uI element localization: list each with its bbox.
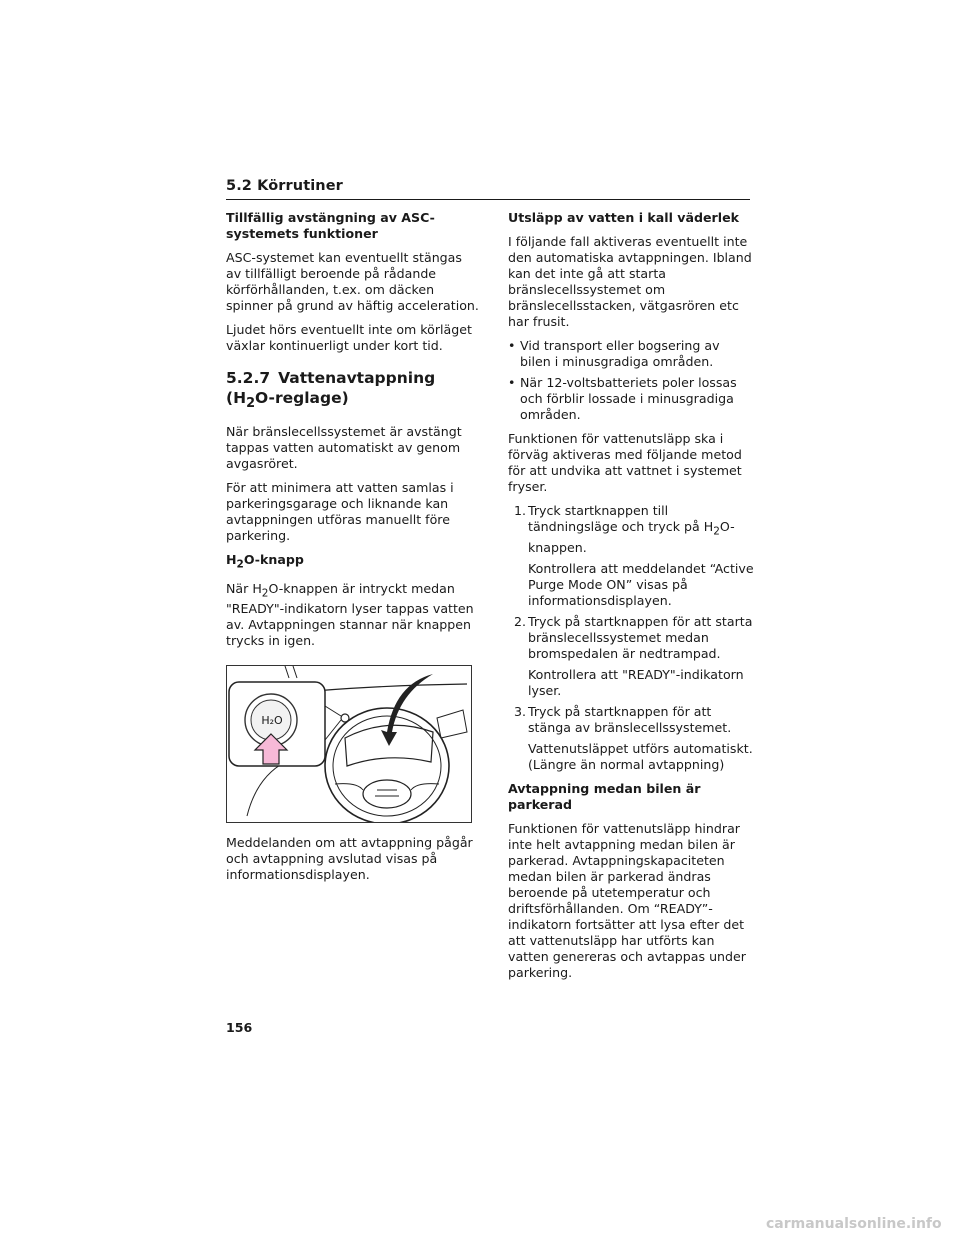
step-number: 3. <box>514 703 527 719</box>
bullet-item: • När 12-voltsbatteriets poler lossas och förblir lossade i minusgradiga områden. <box>508 375 754 423</box>
step-text-pre: Tryck startknappen till tändningsläge och tryck på H <box>528 503 714 534</box>
figure-caption: Meddelanden om att avtappning pågår och avtappning avslutad visas på informationsdisplayen. <box>226 835 473 883</box>
page-number: 156 <box>226 1020 253 1035</box>
h2o-paragraph-pre: När H <box>226 580 262 596</box>
step-note: Vattenutsläppet utförs automatiskt. (Längre än normal avtappning) <box>528 740 753 772</box>
h2o-title-post: O-knapp <box>243 552 304 568</box>
dashboard-drawing <box>227 666 471 822</box>
step-item <box>508 704 754 773</box>
cold-weather-title: Utsläpp av vatten i kall väderlek <box>508 210 740 225</box>
h2o-paragraph-post: O-knappen är intryckt medan "READY"-indikatorn lyser tappas vatten av. Avtappningen stannar när knappen trycks in igen. <box>226 580 474 649</box>
main-heading-number: 5.2.7 <box>226 369 271 387</box>
step-text: Tryck på startknappen för att stänga av bränslecellssystemet. <box>528 703 732 735</box>
h2o-button-label: H₂O <box>261 714 283 728</box>
watermark: carmanualsonline.info <box>766 1216 942 1232</box>
main-heading-line2-pre: (H <box>226 389 247 407</box>
step-text-post: O-knappen. <box>528 519 735 555</box>
step-text-sub: 2 <box>713 525 720 538</box>
step-text: Tryck på startknappen för att starta bränslecellssystemet medan bromspedalen är nedtrampad. <box>528 613 753 661</box>
step-number: 1. <box>514 503 527 518</box>
drain-paragraph-2: För att minimera att vatten samlas i parkeringsgarage och liknande kan avtappningen utföras manuellt före parkering. <box>226 480 454 544</box>
cold-weather-bullets <box>508 338 754 423</box>
step-item <box>508 614 754 699</box>
h2o-title-pre: H <box>226 552 237 568</box>
drain-paragraph-1: När bränslecellssystemet är avstängt tappas vatten automatiskt av genom avgasröret. <box>226 424 462 472</box>
main-heading <box>226 368 480 414</box>
cold-weather-paragraph-2: Funktionen för vattenutsläpp ska i förväg aktiveras med följande metod för att undvika att vattnet i systemet fryser. <box>508 431 742 494</box>
procedure-steps <box>508 503 754 773</box>
left-column <box>226 210 480 891</box>
parked-title: Avtappning medan bilen är parkerad <box>508 780 701 812</box>
step-note: Kontrollera att meddelandet “Active Purge Mode ON” visas på informationsdisplayen. <box>528 560 754 608</box>
h2o-button-illustration <box>226 665 472 823</box>
right-column <box>508 210 754 989</box>
main-heading-line2-post: O-reglage) <box>255 389 349 407</box>
cold-weather-paragraph-1: I följande fall aktiveras eventuellt inte den automatiska avtappningen. Ibland kan det inte gå att starta bränslecellssystemet om bränslecellsstacken, vätgasrören etc har frusit. <box>508 234 752 329</box>
asc-paragraph-2: Ljudet hörs eventuellt inte om körläget växlar kontinuerligt under kort tid. <box>226 322 472 353</box>
main-heading-text: Vattenavtappning <box>278 369 436 387</box>
asc-paragraph-1: ASC-systemet kan eventuellt stängas av tillfälligt beroende på rådande körförhållanden, t.ex. om däcken spinner på grund av häftig acceleration. <box>226 250 479 313</box>
step-text <box>528 503 754 556</box>
h2o-title-sub: 2 <box>236 558 244 571</box>
h2o-button-title <box>226 552 480 573</box>
parked-paragraph: Funktionen för vattenutsläpp hindrar inte helt avtappning medan bilen är parkerad. Avtappningskapaciteten medan bilen är parkerad ändras beroende på utetemperatur och driftsförhållanden. Om “READY”-indikatorn fortsätter att lysa efter det att vattenutsläpp har utförts kan vatten genereras och avtappas under parkering. <box>508 820 746 980</box>
main-heading-subscript: 2 <box>246 396 256 412</box>
step-item <box>508 503 754 609</box>
bullet-item: • Vid transport eller bogsering av bilen i minusgradiga områden. <box>508 338 754 370</box>
asc-title: Tillfällig avstängning av ASC-systemets funktioner <box>226 210 435 241</box>
h2o-paragraph <box>226 581 480 650</box>
step-number: 2. <box>514 613 527 629</box>
step-note: Kontrollera att "READY"-indikatorn lyser. <box>528 666 744 698</box>
h2o-paragraph-sub: 2 <box>261 587 269 600</box>
section-header: 5.2 Körrutiner <box>226 178 750 200</box>
